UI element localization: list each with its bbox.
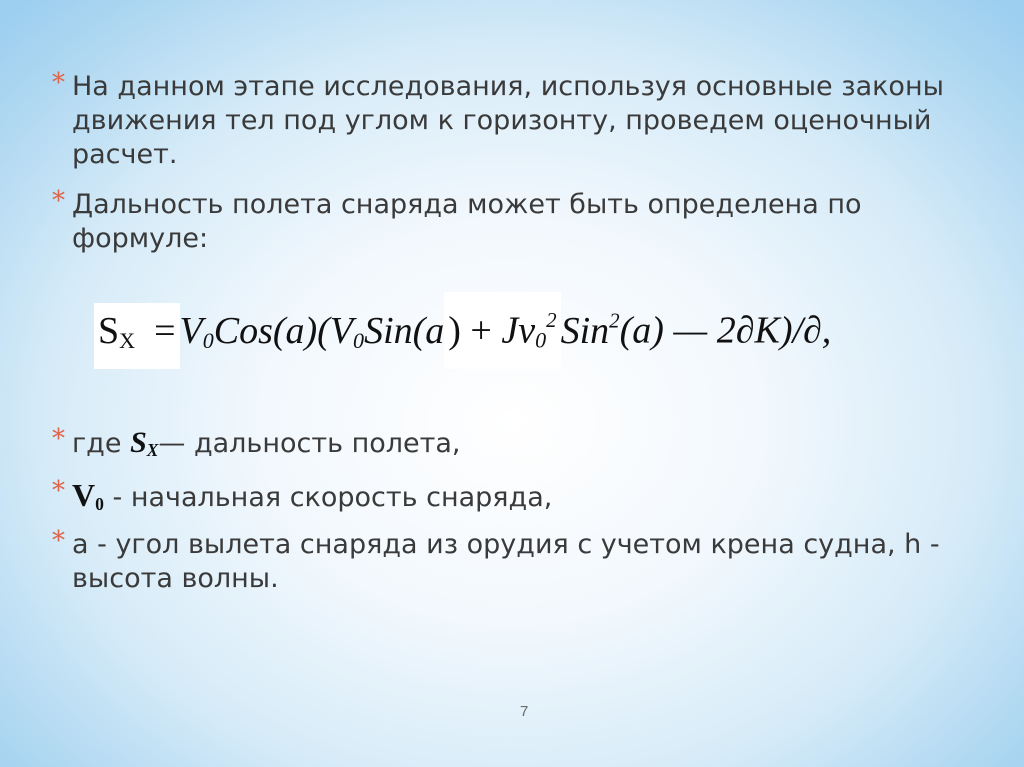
formula-lhs: $S_X$ =	[94, 303, 180, 369]
definition-text: а - угол вылета снаряда из орудия с учетом крена судна, h - высота волны.	[72, 529, 940, 594]
definition-range	[52, 426, 952, 467]
definition-velocity	[52, 478, 952, 521]
bullet-star-icon: *	[52, 526, 65, 556]
bullet-star-icon: *	[52, 68, 65, 98]
bullet-intro	[52, 70, 952, 172]
definition-prefix: где	[72, 428, 131, 459]
formula-part-1: $V_0Cos(a)(V_0Sin(a$	[179, 309, 445, 353]
formula-part-4: (a) — 2∂K)/∂,	[619, 309, 832, 352]
symbol-sx: $S_X$	[130, 426, 159, 460]
bullet-formula-intro	[52, 188, 952, 256]
bullet-star-icon: *	[52, 186, 65, 216]
bullet-star-icon: *	[52, 424, 65, 454]
formula-part-2: ) + $Jv_0^2$	[444, 292, 560, 369]
symbol-v0: $V_0$	[72, 477, 104, 514]
bullet-text: На данном этапе исследования, используя основные законы движения тел под углом к горизонту, проведем оценочный расчет.	[72, 71, 944, 170]
formula-part-3: Sin$^2$	[560, 308, 620, 352]
definition-text: - начальная скорость снаряда,	[103, 482, 553, 513]
definition-text: — дальность полета,	[158, 428, 461, 459]
bullet-star-icon: *	[52, 476, 65, 506]
page-number: 7	[520, 703, 529, 720]
bullet-text: Дальность полета снаряда может быть определена по формуле:	[72, 189, 862, 254]
range-formula	[94, 292, 831, 352]
definition-angle	[52, 528, 952, 596]
